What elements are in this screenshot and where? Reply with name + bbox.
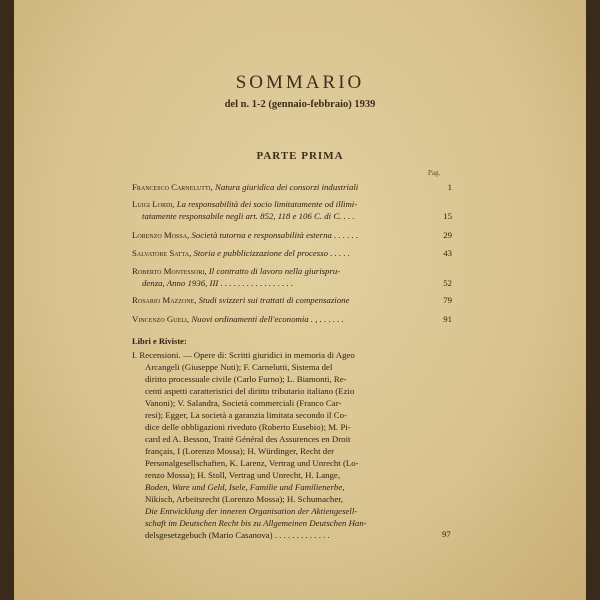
toc-entry [132, 247, 452, 259]
entry-author: Francesco Carnelutti, [132, 182, 213, 192]
entry-title: Società tutorna e responsabilità esterna . . . . . . [191, 230, 359, 240]
entry-page: 15 [443, 211, 452, 221]
recensioni-line: I. Recensioni. — Opere di: Scritti giuridici in memoria di Ageo [132, 350, 355, 360]
recensioni-line: diritto processuale civile (Carlo Furno); L. Biamonti, Re- [145, 374, 347, 384]
toc-entry [132, 198, 452, 222]
entry-author: Rosario Mazzone, [132, 295, 197, 305]
section-label: Libri e Riviste: [132, 336, 187, 346]
entry-title: La responsabilità dei socio limitatamente od illimi- [176, 199, 358, 209]
recensioni-line: resi); Egger, La società a garanzia limitata secondo il Co- [145, 410, 347, 420]
entry-page: 79 [443, 295, 452, 305]
recensioni-line: renzo Mossa); H. Stoll, Vertrag und Unrecht, H. Lange, [145, 470, 341, 480]
entry-title: Natura giuridica dei consorzi industriali [215, 182, 359, 192]
recensioni-line: Personalgesellschaften, K. Larenz, Vertrag und Unrecht (Lo- [145, 458, 359, 468]
recensioni-block [132, 349, 438, 541]
entry-page: 52 [443, 278, 452, 288]
toc-entry [132, 313, 452, 325]
recensioni-line: Nikisch, Arbeitsrecht (Lorenzo Mossa); H. Schumacher, [145, 494, 344, 504]
header [14, 72, 586, 110]
recensioni-line: Die Entwicklung der inneren Organisation der Aktiengesell- [145, 506, 358, 516]
pag-label: Pag. [428, 169, 441, 177]
recensioni-line: card ed A. Besson, Traité Général des Assurences en Droit [145, 434, 351, 444]
entry-author: Luigi Lordi, [132, 199, 175, 209]
entry-page: 29 [443, 230, 452, 240]
page-title: SOMMARIO [235, 72, 365, 93]
entry-author: Vincenzo Gueli, [132, 314, 190, 324]
entry-page: 1 [447, 182, 452, 192]
toc-entry [132, 181, 452, 193]
entry-title-cont: denza, Anno 1936, III . . . . . . . . . . . . . . . . . [142, 278, 294, 288]
recensioni-line: Vanoni); V. Salandra, Società commerciali (Franco Car- [145, 398, 342, 408]
entry-title: Nuovi ordinamenti dell'economia . , . . . . . . [191, 314, 344, 324]
entry-title: Storia e pubblicizzazione del processo . . . . . [193, 248, 351, 258]
entry-title-cont: tatamente responsabile negli art. 852, 118 e 106 C. di C. . . . [142, 211, 355, 221]
entry-page: 91 [443, 314, 452, 324]
toc-entry [132, 294, 452, 306]
toc-entry [132, 229, 452, 241]
part-title: PARTE PRIMA [256, 150, 344, 162]
entry-author: Salvatore Satta, [132, 248, 192, 258]
document-page [14, 0, 586, 600]
entry-title: Il contratto di lavoro nella giurispru- [208, 266, 341, 276]
recensioni-line: Arcangeli (Giuseppe Nuti); F. Carnelutti, Sistema del [145, 362, 333, 372]
recensioni-page: 97 [442, 529, 451, 539]
page-subtitle: del n. 1-2 (gennaio-febbraio) 1939 [224, 99, 376, 110]
recensioni-line: delsgesetzgebuch (Mario Casanova) . . . . . . . . . . . . . [145, 530, 330, 540]
recensioni-line: centi aspetti caratteristici del diritto tributario italiano (Ezio [145, 386, 355, 396]
recensioni-line: Boden, Ware und Geld, Isele, Familie und Familienerbe, [145, 482, 345, 492]
entry-author: Lorenzo Mossa, [132, 230, 190, 240]
entry-title: Studi svizzeri sui trattati di compensazione [198, 295, 350, 305]
toc-entry [132, 265, 452, 289]
recensioni-line: schaft im Deutschen Recht bis zu Allgemeinen Deutschen Han- [145, 518, 367, 528]
recensioni-line: français, I (Lorenzo Mossa); H. Würdinger, Recht der [145, 446, 335, 456]
recensioni-line: dice delle obbligazioni riveduto (Roberto Eusebio); M. Pi- [145, 422, 351, 432]
entry-page: 43 [443, 248, 452, 258]
entry-author: Roberto Montessori, [132, 266, 207, 276]
